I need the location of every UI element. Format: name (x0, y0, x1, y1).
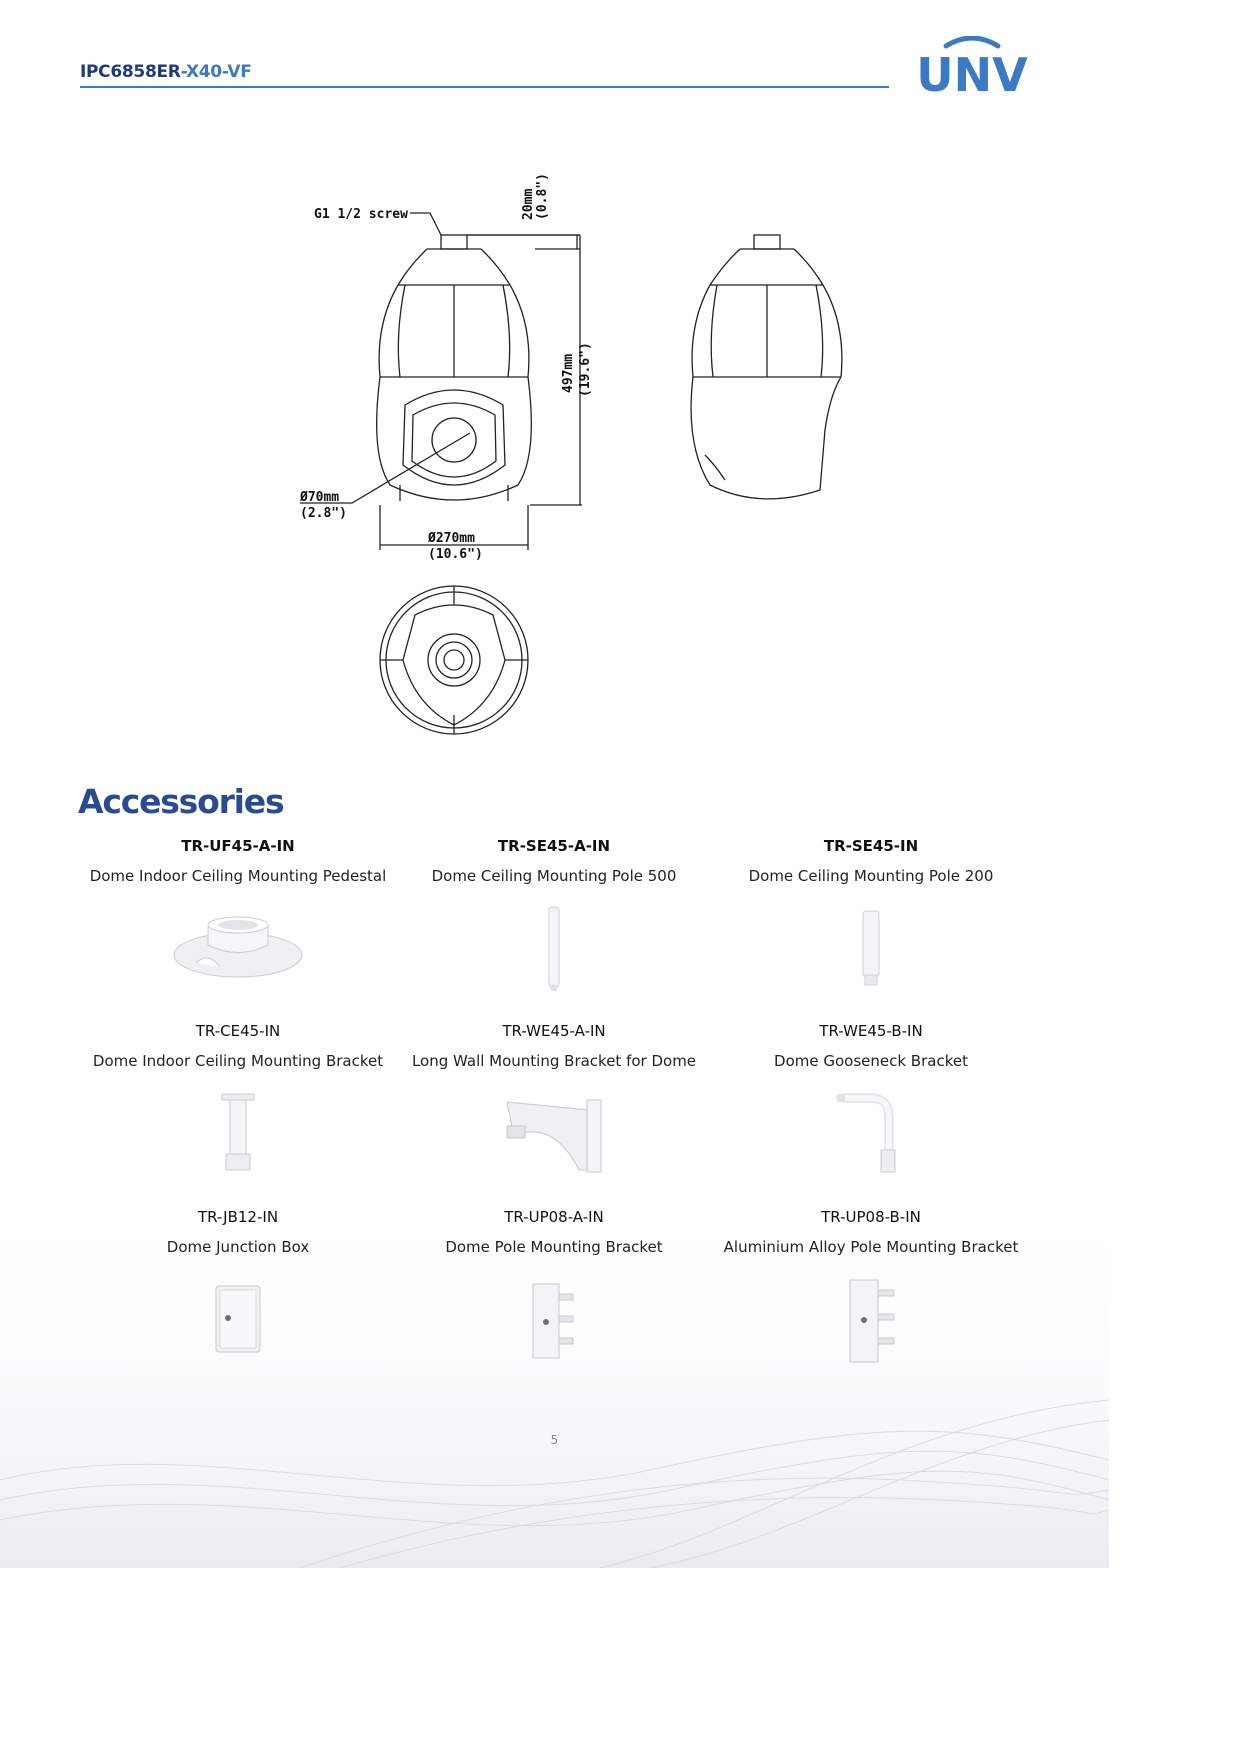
accessory-code: TR-UP08-B-IN (821, 1208, 921, 1226)
dim-top-mm: 20mm (521, 188, 536, 220)
header-rule (80, 86, 889, 88)
accessory-item (701, 1020, 1041, 1180)
dim-lens-mm: Ø70mm (300, 490, 340, 505)
accessory-name: Dome Pole Mounting Bracket (445, 1238, 663, 1256)
dim-width-mm: Ø270mm (428, 531, 475, 546)
wall-bracket-icon (499, 1090, 609, 1180)
accessory-item (701, 835, 1041, 995)
accessory-code: TR-SE45-A-IN (497, 837, 611, 855)
brand-logo (916, 36, 1028, 98)
accessory-item (384, 1206, 724, 1366)
accessory-code: TR-WE45-B-IN (819, 1022, 923, 1040)
dim-top-in: (0.8") (535, 173, 550, 220)
dim-width-in: (10.6") (428, 547, 483, 562)
accessory-name: Dome Ceiling Mounting Pole 200 (748, 867, 994, 885)
accessory-item (384, 1020, 724, 1180)
accessory-name: Dome Junction Box (166, 1238, 310, 1256)
accessory-name: Aluminium Alloy Pole Mounting Bracket (723, 1238, 1019, 1256)
long-pole-icon (534, 905, 574, 995)
ceiling-bracket-icon (208, 1090, 268, 1180)
accessory-item (701, 1206, 1041, 1366)
alloy-pole-bracket-icon (836, 1276, 906, 1366)
pole-bracket-icon (519, 1276, 589, 1366)
dim-height-mm: 497mm (561, 353, 576, 393)
accessory-code: TR-CE45-IN (195, 1022, 281, 1040)
brand-logo-text: UNV (916, 48, 1028, 98)
accessory-code: TR-UP08-A-IN (504, 1208, 604, 1226)
gooseneck-bracket-icon (831, 1090, 911, 1180)
accessory-item (68, 835, 408, 995)
accessory-name: Dome Indoor Ceiling Mounting Bracket (92, 1052, 384, 1070)
pedestal-icon (168, 905, 308, 995)
short-pole-icon (851, 905, 891, 995)
junction-box-icon (208, 1276, 268, 1366)
accessory-item (68, 1020, 408, 1180)
accessory-item (384, 835, 724, 995)
dimension-drawing (280, 165, 860, 745)
dim-height-in: (19.6") (578, 342, 593, 397)
model-part-1: IPC6858ER (80, 62, 181, 82)
accessory-code: TR-UF45-A-IN (181, 837, 295, 855)
accessory-name: Dome Ceiling Mounting Pole 500 (431, 867, 677, 885)
page-number: 5 (550, 1433, 559, 1447)
accessory-code: TR-WE45-A-IN (502, 1022, 606, 1040)
header-model-number (80, 62, 252, 82)
accessory-item (68, 1206, 408, 1366)
accessory-code: TR-JB12-IN (197, 1208, 279, 1226)
accessory-name: Dome Indoor Ceiling Mounting Pedestal (89, 867, 387, 885)
accessory-code: TR-SE45-IN (823, 837, 919, 855)
accessory-name: Long Wall Mounting Bracket for Dome (411, 1052, 697, 1070)
accessory-name: Dome Gooseneck Bracket (774, 1052, 968, 1070)
dim-lens-in: (2.8") (300, 506, 347, 521)
accessories-title: Accessories (78, 782, 284, 821)
model-part-2: -X40-VF (180, 62, 252, 82)
screw-label: G1 1/2 screw (314, 207, 408, 222)
